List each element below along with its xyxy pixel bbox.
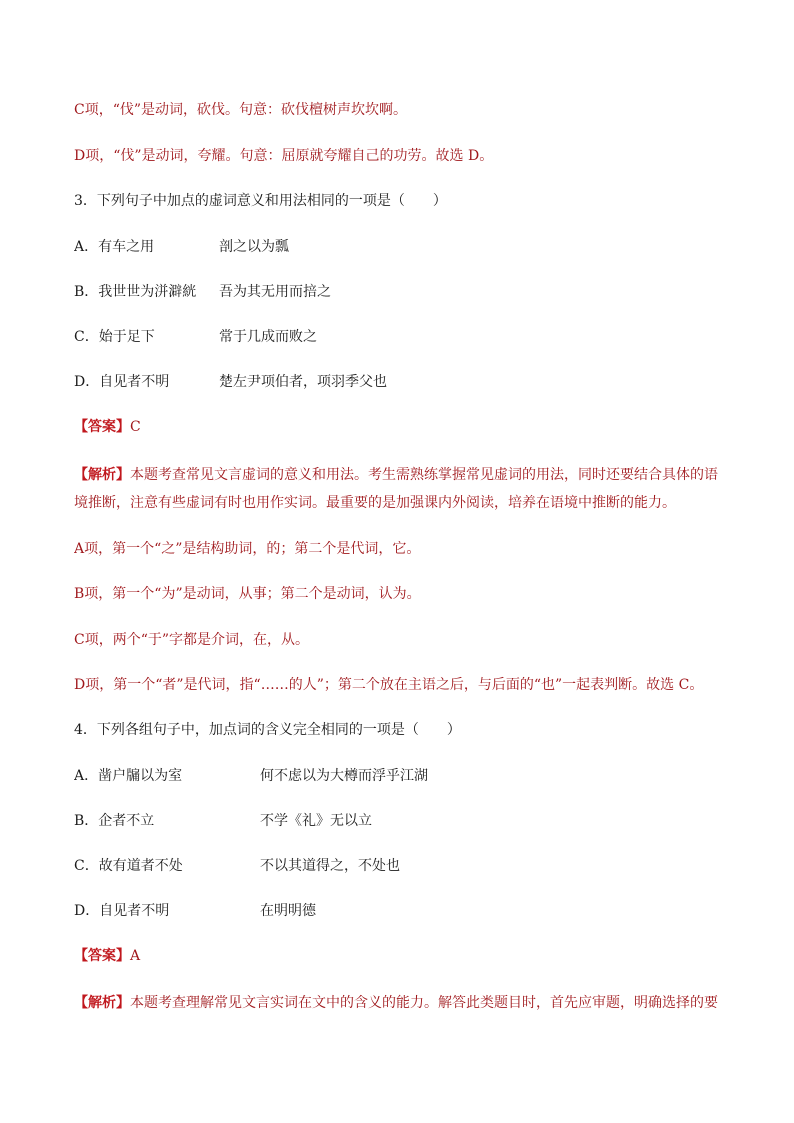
q4-option-b-right: 不学《礼》无以立 <box>260 813 372 829</box>
q3-analysis-line-2: 境推断，注意有些虚词有时也用作实词。最重要的是加强课内外阅读，培养在语境中推断的能力。 <box>74 495 676 511</box>
q3-option-d <box>74 371 734 393</box>
q3-option-a-left: A．有车之用 <box>74 239 155 255</box>
q3-option-d-left: D．自见者不明 <box>74 374 170 390</box>
q4-analysis-line-1 <box>74 992 734 1014</box>
prev-analysis-c: C项，“伐”是动词，砍伐。句意：砍伐檀树声坎坎啊。 <box>74 102 408 118</box>
q4-option-c-right: 不以其道得之，不处也 <box>260 858 400 874</box>
q4-option-d-right: 在明明德 <box>260 903 316 919</box>
answer-tag: 【答案】 <box>74 419 130 435</box>
q3-analysis-c: C项，两个“于”字都是介词，在，从。 <box>74 632 310 648</box>
q4-option-d-left: D．自见者不明 <box>74 903 170 919</box>
q3-analysis-line-1 <box>74 464 734 486</box>
q3-option-c-right: 常于几成而败之 <box>219 329 317 345</box>
q4-option-c-left: C．故有道者不处 <box>74 858 183 874</box>
q4-option-a-left: A．凿户牖以为室 <box>74 768 183 784</box>
answer-value: C <box>130 419 141 435</box>
answer-tag: 【答案】 <box>74 948 130 964</box>
analysis-tag: 【解析】 <box>74 467 130 483</box>
q4-option-c <box>74 855 734 877</box>
analysis-tag: 【解析】 <box>74 995 130 1011</box>
q4-option-d <box>74 900 734 922</box>
q3-analysis-b: B项，第一个“为”是动词，从事；第二个是动词，认为。 <box>74 586 421 602</box>
q3-analysis-a: A项，第一个“之”是结构助词，的；第二个是代词，它。 <box>74 541 421 557</box>
q3-option-b <box>74 281 734 303</box>
q3-option-a-right: 剖之以为瓢 <box>219 239 289 255</box>
q3-option-c-left: C．始于足下 <box>74 329 155 345</box>
q3-option-d-right: 楚左尹项伯者，项羽季父也 <box>219 374 387 390</box>
q4-option-a-right: 何不虑以为大樽而浮乎江湖 <box>260 768 428 784</box>
answer-value: A <box>130 948 141 964</box>
q3-answer <box>74 416 734 438</box>
q4-option-a <box>74 765 734 787</box>
q3-option-b-left: B．我世世为洴澼絖 <box>74 284 197 300</box>
q4-option-b-left: B．企者不立 <box>74 813 155 829</box>
q4-answer <box>74 945 734 967</box>
q3-option-b-right: 吾为其无用而掊之 <box>219 284 331 300</box>
q3-stem: 3．下列句子中加点的虚词意义和用法相同的一项是（ ） <box>74 193 447 209</box>
q4-option-b <box>74 810 734 832</box>
prev-analysis-d: D项，“伐”是动词，夸耀。句意：屈原就夸耀自己的功劳。故选 D。 <box>74 148 494 164</box>
analysis-text-1: 本题考查常见文言虚词的意义和用法。考生需熟练掌握常见虚词的用法，同时还要结合具体的语 <box>130 467 718 483</box>
q3-option-c <box>74 326 734 348</box>
analysis-text-1: 本题考查理解常见文言实词在文中的含义的能力。解答此类题目时，首先应审题，明确选择的要 <box>130 995 718 1011</box>
q4-stem: 4．下列各组句子中，加点词的含义完全相同的一项是（ ） <box>74 722 461 738</box>
q3-option-a <box>74 236 734 258</box>
q3-analysis-d: D项，第一个“者”是代词，指“……的人”；第二个放在主语之后，与后面的“也”一起表判断。故选 C。 <box>74 677 704 693</box>
